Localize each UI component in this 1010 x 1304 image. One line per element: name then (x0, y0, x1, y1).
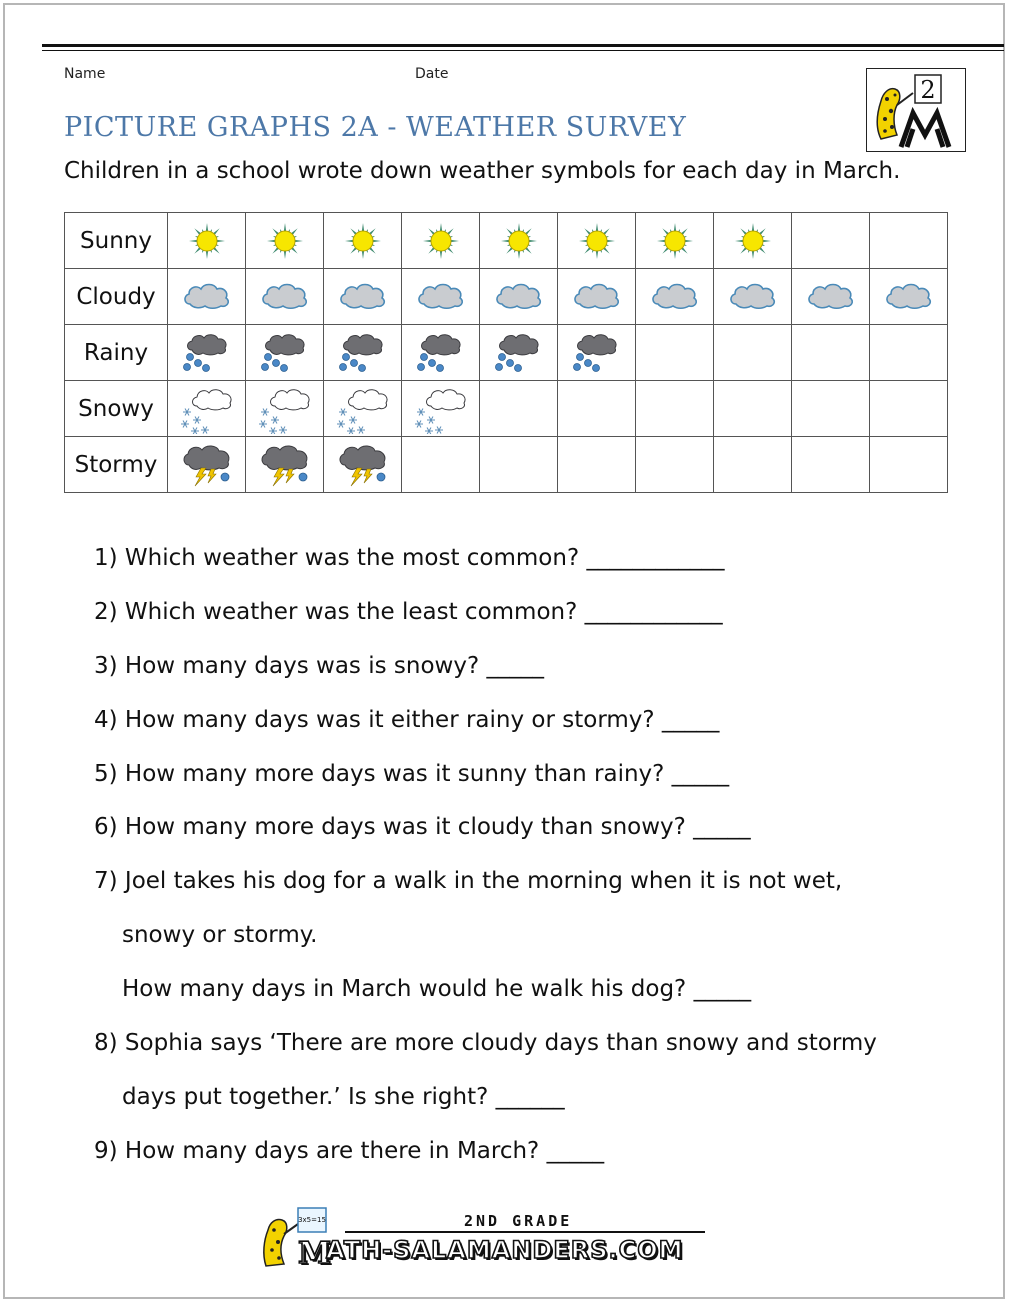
sun-icon (636, 213, 714, 269)
footer-rule (345, 1231, 705, 1233)
graph-row-snowy (65, 381, 948, 437)
sun-icon (246, 213, 324, 269)
sun-icon (558, 213, 636, 269)
question-line: 7) Joel takes his dog for a walk in the morning when it is not wet, (94, 868, 843, 894)
header-rule (42, 44, 1004, 47)
empty-cell (636, 437, 714, 493)
empty-cell (558, 381, 636, 437)
footer-site: ATH-SALAMANDERS.COM (326, 1236, 684, 1264)
question-line: 8) Sophia says ‘There are more cloudy days than snowy and stormy (94, 1030, 877, 1056)
question-line: 9) How many days are there in March? _____ (94, 1138, 605, 1164)
empty-cell (870, 437, 948, 493)
empty-cell (402, 437, 480, 493)
rain-cloud-icon (168, 325, 246, 381)
rain-cloud-icon (558, 325, 636, 381)
question-line: How many days in March would he walk his dog? _____ (122, 976, 752, 1002)
question-line: 6) How many more days was it cloudy than snowy? _____ (94, 814, 751, 840)
question-line: days put together.’ Is she right? ______ (122, 1084, 565, 1110)
rain-cloud-icon (324, 325, 402, 381)
footer-salamander-icon (264, 1219, 298, 1266)
cloud-icon (246, 269, 324, 325)
intro-text: Children in a school wrote down weather symbols for each day in March. (64, 158, 901, 184)
graph-row-rainy (65, 325, 948, 381)
empty-cell (480, 381, 558, 437)
sun-icon (324, 213, 402, 269)
empty-cell (714, 381, 792, 437)
question-line: 1) Which weather was the most common? ____________ (94, 545, 725, 571)
header-rule-thin (42, 50, 1004, 51)
cloud-icon (402, 269, 480, 325)
cloud-icon (168, 269, 246, 325)
empty-cell (558, 437, 636, 493)
cloud-icon (870, 269, 948, 325)
date-label: Date (415, 66, 449, 82)
cloud-icon (324, 269, 402, 325)
graph-row-sunny (65, 213, 948, 269)
cloud-icon (558, 269, 636, 325)
grade-number: 2 (920, 76, 936, 104)
empty-cell (714, 325, 792, 381)
row-label: Snowy (65, 381, 168, 437)
footer-site-initial: M (298, 1236, 332, 1271)
empty-cell (792, 437, 870, 493)
question-line: 2) Which weather was the least common? ____________ (94, 599, 723, 625)
storm-cloud-icon (324, 437, 402, 493)
row-label: Cloudy (65, 269, 168, 325)
question-line: 5) How many more days was it sunny than rainy? _____ (94, 761, 730, 787)
sun-icon (402, 213, 480, 269)
empty-cell (714, 437, 792, 493)
page-title: PICTURE GRAPHS 2A - WEATHER SURVEY (64, 112, 687, 143)
footer-board-text: 3x5=15 (298, 1216, 326, 1224)
empty-cell (480, 437, 558, 493)
graph-row-cloudy (65, 269, 948, 325)
empty-cell (636, 325, 714, 381)
cloud-icon (636, 269, 714, 325)
cloud-icon (480, 269, 558, 325)
sun-icon (714, 213, 792, 269)
sun-icon (480, 213, 558, 269)
cloud-icon (792, 269, 870, 325)
m-logo-icon (901, 113, 949, 147)
graph-row-stormy (65, 437, 948, 493)
name-label: Name (64, 66, 106, 82)
snow-cloud-icon (246, 381, 324, 437)
row-label: Sunny (65, 213, 168, 269)
snow-cloud-icon (168, 381, 246, 437)
rain-cloud-icon (402, 325, 480, 381)
snow-cloud-icon (402, 381, 480, 437)
empty-cell (870, 381, 948, 437)
rain-cloud-icon (480, 325, 558, 381)
picture-graph (64, 212, 948, 493)
empty-cell (792, 325, 870, 381)
question-line: snowy or stormy. (122, 922, 318, 948)
grade-badge-logo (866, 68, 966, 152)
row-label: Stormy (65, 437, 168, 493)
storm-cloud-icon (246, 437, 324, 493)
question-line: 4) How many days was it either rainy or stormy? _____ (94, 707, 720, 733)
empty-cell (792, 213, 870, 269)
empty-cell (636, 381, 714, 437)
rain-cloud-icon (246, 325, 324, 381)
sun-icon (168, 213, 246, 269)
question-line: 3) How many days was is snowy? _____ (94, 653, 544, 679)
footer-grade: 2ND GRADE (464, 1212, 573, 1230)
storm-cloud-icon (168, 437, 246, 493)
row-label: Rainy (65, 325, 168, 381)
cloud-icon (714, 269, 792, 325)
empty-cell (792, 381, 870, 437)
empty-cell (870, 213, 948, 269)
snow-cloud-icon (324, 381, 402, 437)
empty-cell (870, 325, 948, 381)
